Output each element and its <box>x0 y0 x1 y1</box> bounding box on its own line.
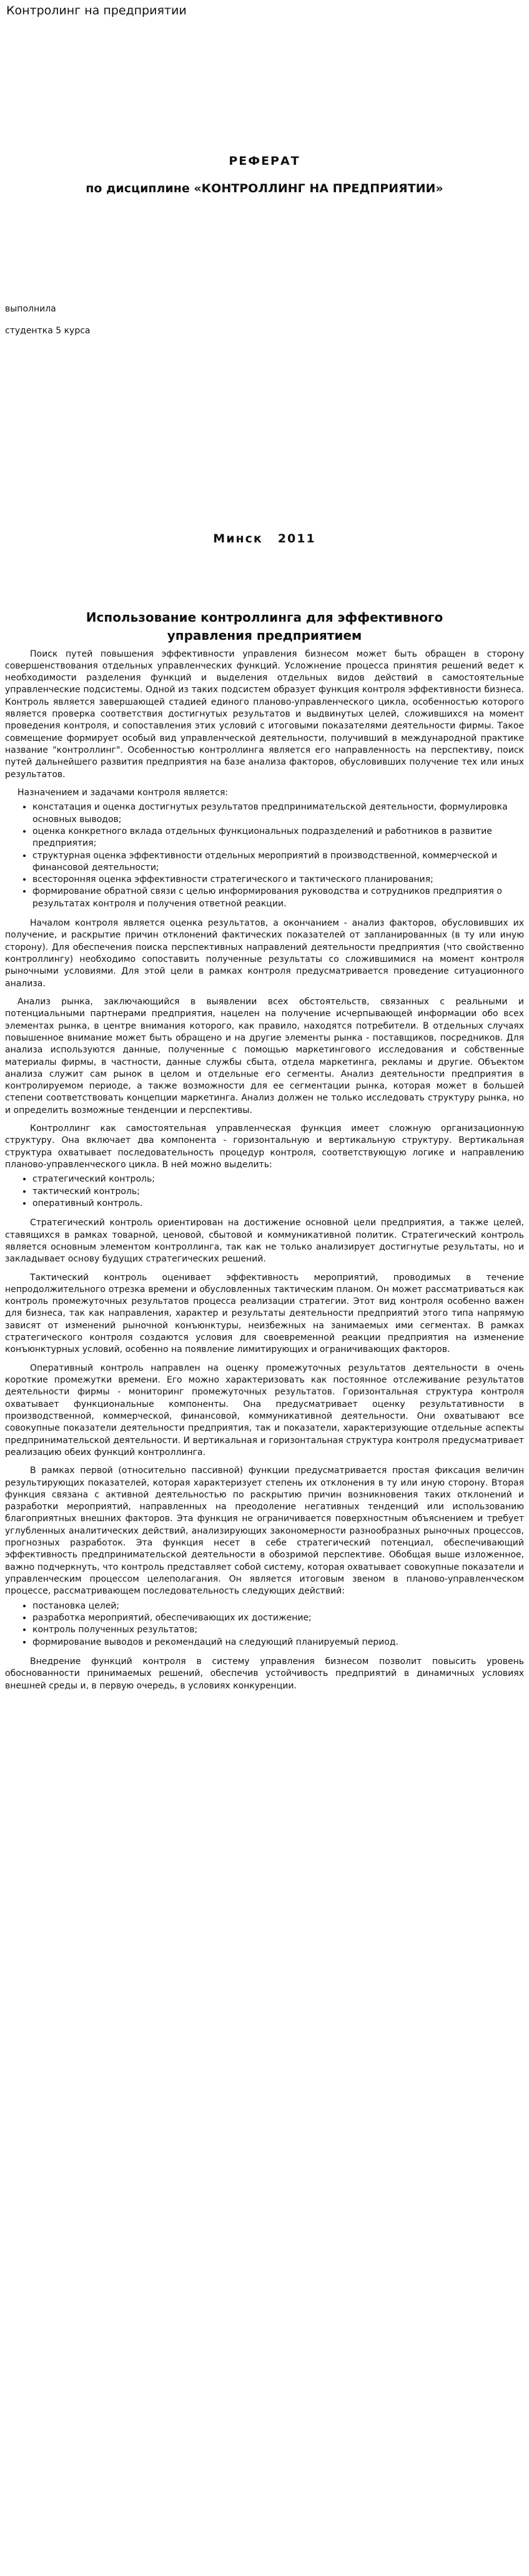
cover-subtitle: по дисциплине «КОНТРОЛЛИНГ НА ПРЕДПРИЯТИИ» <box>86 182 443 196</box>
list-item: • констатация и оценка достигнутых результатов предпринимательской деятельности, формулировка основных выводов; <box>32 801 524 826</box>
tasks-list <box>5 801 524 910</box>
list-item: • тактический контроль; <box>32 1186 524 1198</box>
city-year-line <box>5 531 524 547</box>
cover-label: РЕФЕРАТ <box>229 154 300 169</box>
list-item: • формирование выводов и рекомендаций на следующий планируемый период. <box>32 1637 524 1648</box>
section-title: Использование контроллинга для эффективного управления предприятием <box>86 609 443 643</box>
paragraph: Стратегический контроль ориентирован на достижение основной цели предприятия, а также целей, ставящихся в рамках товарной, ценовой, сбытовой и коммуникативной политик. Стратегический контроль является основным элементом контроллинга, так как не только анализирует достигнутые результаты, но и закладывает основу будущих стратегических решений. <box>5 1218 524 1265</box>
paragraph: Внедрение функций контроля в систему управления бизнесом позволит повысить уровень обоснованности принимаемых решений, обеспечив устойчивость предприятий в динамичных условиях внешней среды и, в первую очередь, в условиях конкуренции. <box>5 1656 524 1691</box>
paragraph: Анализ рынка, заключающийся в выявлении всех обстоятельств, связанных с реальными и потенциальными партнерами предприятия, нацелен на получение исчерпывающей информации обо всех элементах рынка, в центре внимания которого, как правило, находятся потребители. В отдельных случаях повышенное внимание может быть обращено и на другие элементы рынка - поставщиков, посредников. Для анализа используются данные, полученные с помощью маркетингового исследования и собственные материалы фирмы, в частности, данные службы сбыта, отдела маркетинга, рекламы и другие. Объектом анализа служит сам рынок в целом и отдельные его сегменты. Анализ деятельности предприятия в контролируемом периоде, а также возможности для ее сегментации рынка, которая может в большей степени соответствовать концепции маркетинга. Анализ должен не только исследовать структуру рынка, но и определить возможные тенденции и перспективы. <box>5 996 524 1115</box>
list-item: • оценка конкретного вклада отдельных функциональных подразделений и работников в развитие предприятия; <box>32 826 524 850</box>
paragraph: В рамках первой (относительно пассивной) функции предусматривается простая фиксация величин результирующих показателей, которая характеризует степень их отклонения в ту или иную сторону. Вторая функция связана с активной деятельностью по раскрытию причин возникновения таких отклонений и разработки мероприятий, направленных на преодоление негативных тенденций или использованию благоприятных внешних факторов. Эта функция не ограничивается поверхностным объяснением и требует углубленных аналитических действий, анализирующих закономерности разнообразных рыночных процессов, прогнозных разработок. Эта функция несет в себе стратегический потенциал, обеспечивающий эффективность предпринимательской деятельности в обозримой перспективе. Обобщая выше изложенное, важно подчеркнуть, что контроль представляет собой систему, которая охватывает совокупные показатели и управленческим процессом целеполагания. Он является итоговым звеном в планово-управленческом процессе, рассматривающем последовательность следующих действий: <box>5 1466 524 1597</box>
author-info <box>5 303 524 338</box>
list-item: • оперативный контроль. <box>32 1198 524 1210</box>
document-title: Контролинг на предприятии <box>6 4 187 17</box>
list-item: • формирование обратной связи с целью информирования руководства и сотрудников предприятия о результатах контроля и получения ответной реакции. <box>32 886 524 910</box>
list-item: • стратегический контроль; <box>32 1173 524 1185</box>
cover-block <box>5 153 524 197</box>
control-levels-list <box>5 1173 524 1210</box>
steps-list <box>5 1600 524 1648</box>
paragraph: Контроллинг как самостоятельная управленческая функция имеет сложную организационную структуру. Она включает два компонента - горизонтальную и вертикальную структуру. Вертикальная структура охватывает последовательность процедур контроля, соответствующую логике и направлению планово-управленческого цикла. В ней можно выделить: <box>5 1124 524 1170</box>
paragraph: Оперативный контроль направлен на оценку промежуточных результатов деятельности в очень короткие промежутки времени. Его можно характеризовать как постоянное отслеживание результатов деятельности фирмы - мониторинг промежуточных результатов. Горизонтальная структура контроля охватывает функциональные компоненты. Она предусматривает оценку результативности в производственной, коммерческой, финансовой, коммуникативной деятельности. Они охватывают все совокупные показатели деятельности предприятия, так и показатели, характеризующие отдельные аспекты предпринимательской деятельности. И вертикальная и горизонтальная структура контроля предусматривает реализацию обеих функций контроллинга. <box>5 1363 524 1457</box>
paragraph: Тактический контроль оценивает эффективность мероприятий, проводимых в течение непродолжительного отрезка времени и обусловленных тактическим планом. Он может рассматриваться как контроль промежуточных результатов процесса реализации стратегии. Этот вид контроля особенно важен для бизнеса, так как направления, характер и результаты деятельности предприятий этого типа напрямую зависят от изменений рыночной конъюнктуры, неизбежных на занимаемых ими сегментах. В рамках стратегического контроля создаются условия для своевременной реакции предприятия на изменение конъюнктурных условий, особенно на появление лимитирующих и ограничивающих факторов. <box>5 1272 524 1355</box>
list-item: • всесторонняя оценка эффективности стратегического и тактического планирования; <box>32 874 524 886</box>
tasks-intro: Назначением и задачами контроля является: <box>17 787 229 798</box>
paragraph: Поиск путей повышения эффективности управления бизнесом может быть обращен в сторону совершенствования отдельных управленческих функций. Усложнение процесса принятия решений ведет к необходимости разделения функций и выделения отдельных видов действий в самостоятельные управленческие подсистемы. Одной из таких подсистем образует функция контроля эффективности бизнеса. Контроль является завершающей стадией единого планово-управленческого цикла, особенностью которого является проверка соответствия достигнутых результатов и выдвинутых целей, сложившихся на момент проведения контроля, и сопоставления этих условий с итоговыми показателями деятельности фирмы. Такое совмещение формирует особый вид управленческой деятельности, получивший в международной практике название "контроллинг". Особенностью контроллинга является его направленность на перспективу, поиск путей дальнейшего развития предприятия на базе анализа факторов, обусловивших получение тех или иных результатов. <box>5 649 524 780</box>
performed-by-label: выполнила <box>5 303 56 314</box>
list-item: • постановка целей; <box>32 1600 524 1612</box>
list-item: • структурная оценка эффективности отдельных мероприятий в производственной, коммерческой и финансовой деятельности; <box>32 850 524 874</box>
city-label: Минск <box>213 532 263 546</box>
list-item: • контроль полученных результатов; <box>32 1624 524 1636</box>
year-label: 2011 <box>277 532 316 546</box>
paragraph: Началом контроля является оценка результатов, а окончанием - анализ факторов, обусловивших их получение, и раскрытие причин отклонений фактических показателей от запланированных (в ту или иную сторону). Для обеспечения поиска перспективных направлений деятельности предприятия (что свойственно контроллингу) необходимо сопоставить полученные результаты со сложившимися на момент контроля рыночными условиями. Для этой цели в рамках контроля предусматривается проведение ситуационного анализа. <box>5 918 524 989</box>
list-item: • разработка мероприятий, обеспечивающих их достижение; <box>32 1612 524 1624</box>
student-label: студентка 5 курса <box>5 325 91 336</box>
